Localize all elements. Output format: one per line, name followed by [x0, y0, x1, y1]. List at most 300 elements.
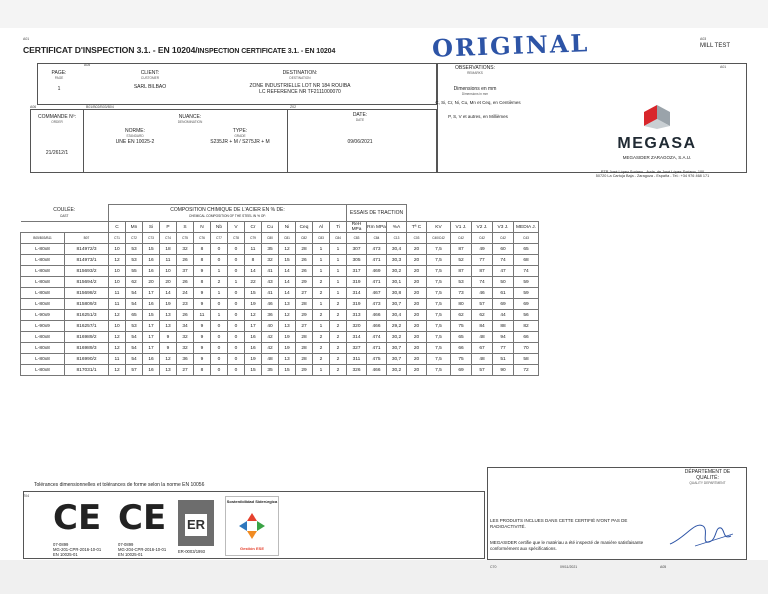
chemical-composition-header: COMPOSITION CHIMIQUE DE L'ACIER EN % DE: CHEMICAL COMPOSITION OF THE STEEL IN % OF: — [109, 205, 347, 222]
tensile-test-header: ESSAIS DE TRACTION — [347, 205, 407, 222]
column-code: C82 — [296, 233, 313, 244]
company-address: PTR José López Soriano - Avda. de José López Soriano, 100 50720 La Cartuja Baja - Zaragoza - España - Tel.: +34 976 468 171 — [595, 170, 710, 178]
value-cell: 56 — [514, 310, 539, 321]
value-cell: 8 — [194, 277, 211, 288]
value-cell: 307 — [347, 244, 367, 255]
certificate-sheet — [20, 28, 747, 569]
value-cell: 7,5 — [427, 321, 451, 332]
value-cell: 0 — [228, 354, 245, 365]
value-cell: 1 — [330, 288, 347, 299]
value-cell: 1 — [211, 288, 228, 299]
value-cell: 0 — [228, 365, 245, 376]
value-cell: 2 — [330, 343, 347, 354]
value-cell: 24 — [177, 288, 194, 299]
code-c70: C70 — [490, 565, 497, 569]
profile-cell: L-80x8 — [21, 266, 65, 277]
value-cell: 7,5 — [427, 277, 451, 288]
value-cell: 13 — [160, 310, 177, 321]
value-cell: 72 — [514, 365, 539, 376]
column-code: C79 — [245, 233, 262, 244]
value-cell: 65 — [514, 244, 539, 255]
value-cell: 48 — [472, 332, 493, 343]
value-cell: 54 — [126, 299, 143, 310]
date-value: 09/06/2021 — [347, 139, 373, 145]
value-cell: 17 — [143, 288, 160, 299]
column-header: V1 J. — [451, 222, 472, 233]
value-cell: 311 — [347, 354, 367, 365]
column-header: KV — [427, 222, 451, 233]
value-cell: 2 — [313, 288, 330, 299]
column-header: Tª C — [407, 222, 427, 233]
original-stamp: ORIGINAL — [431, 28, 590, 63]
value-cell: 466 — [367, 321, 387, 332]
value-cell: 1 — [313, 255, 330, 266]
value-cell: 23 — [177, 299, 194, 310]
value-cell: 34 — [177, 321, 194, 332]
column-header: Nb — [211, 222, 228, 233]
megasa-logo — [592, 104, 722, 160]
column-header: V2 J. — [472, 222, 493, 233]
value-cell: 27 — [296, 321, 313, 332]
column-header: Ceq — [296, 222, 313, 233]
value-cell: 29,2 — [387, 321, 407, 332]
value-cell: 16 — [143, 365, 160, 376]
value-cell: 13 — [160, 365, 177, 376]
value-cell: 82 — [514, 321, 539, 332]
er-mark-icon: ER — [185, 514, 207, 536]
value-cell: 14 — [245, 266, 262, 277]
value-cell: 327 — [347, 343, 367, 354]
value-cell: 467 — [367, 288, 387, 299]
value-cell: 27 — [177, 365, 194, 376]
value-cell: 9 — [194, 321, 211, 332]
value-cell: 1 — [211, 310, 228, 321]
value-cell: 77 — [472, 255, 493, 266]
value-cell: 2 — [313, 277, 330, 288]
value-cell: 2 — [211, 277, 228, 288]
value-cell: 26 — [177, 255, 194, 266]
column-code: C76 — [194, 233, 211, 244]
value-cell: 29 — [296, 310, 313, 321]
table-row — [21, 354, 539, 365]
value-cell: 28 — [296, 299, 313, 310]
value-cell: 49 — [472, 244, 493, 255]
tolerance-note: Tolérances dimensionnelles et tolérances de forme selon la norme EN 10056 — [34, 482, 205, 488]
value-cell: 18 — [160, 244, 177, 255]
brand-name: MEGASA — [617, 135, 697, 152]
value-cell: 0 — [228, 255, 245, 266]
value-cell: 57 — [472, 299, 493, 310]
column-code: B07 — [65, 233, 109, 244]
value-cell: 1 — [313, 266, 330, 277]
column-header: MEDIA J. — [514, 222, 539, 233]
value-cell: 8 — [194, 255, 211, 266]
table-row — [21, 299, 539, 310]
value-cell: 1 — [313, 244, 330, 255]
value-cell: 10 — [109, 266, 126, 277]
value-cell: 30,7 — [387, 343, 407, 354]
value-cell: 8 — [194, 365, 211, 376]
value-cell: 14 — [160, 288, 177, 299]
value-cell: 0 — [211, 321, 228, 332]
value-cell: 16 — [143, 255, 160, 266]
value-cell: 20 — [407, 266, 427, 277]
value-cell: 7,5 — [427, 266, 451, 277]
value-cell: 30,7 — [387, 299, 407, 310]
value-cell: 30,1 — [387, 277, 407, 288]
column-header: V3 J. — [493, 222, 514, 233]
value-cell: 8 — [194, 244, 211, 255]
value-cell: 0 — [211, 354, 228, 365]
value-cell: 80 — [451, 299, 472, 310]
megasa-emblem-icon — [642, 104, 672, 130]
value-cell: 0 — [211, 332, 228, 343]
value-cell: 20 — [160, 277, 177, 288]
value-cell: 36 — [262, 310, 279, 321]
value-cell: 9 — [194, 343, 211, 354]
value-cell: 15 — [143, 310, 160, 321]
value-cell: 317 — [347, 266, 367, 277]
value-cell: 44 — [493, 310, 514, 321]
value-cell: 10 — [109, 277, 126, 288]
value-cell: 12 — [160, 354, 177, 365]
table-row — [21, 288, 539, 299]
norme-label: NORME: STANDARD — [125, 128, 145, 138]
value-cell: 9 — [194, 299, 211, 310]
table-row — [21, 365, 539, 376]
value-cell: 2 — [313, 343, 330, 354]
value-cell: 12 — [279, 310, 296, 321]
value-cell: 1 — [313, 365, 330, 376]
value-cell: 10 — [109, 244, 126, 255]
value-cell: 1 — [330, 244, 347, 255]
cast-number-cell: 815809/3 — [65, 299, 109, 310]
value-cell: 26 — [296, 266, 313, 277]
value-cell: 15 — [143, 244, 160, 255]
observations-label: OBSERVATIONS: REMARKS — [454, 65, 495, 75]
column-header: S — [177, 222, 194, 233]
column-code: C80 — [262, 233, 279, 244]
column-header: Mn — [126, 222, 143, 233]
value-cell: 2 — [313, 310, 330, 321]
value-cell: 2 — [330, 332, 347, 343]
value-cell: 7,5 — [427, 299, 451, 310]
column-code: C83 — [347, 233, 367, 244]
value-cell: 20 — [407, 332, 427, 343]
value-cell: 20 — [407, 321, 427, 332]
column-codes-row — [21, 233, 539, 244]
value-cell: 94 — [493, 332, 514, 343]
value-cell: 30,8 — [387, 288, 407, 299]
column-code: C03 — [407, 233, 427, 244]
value-cell: 1 — [211, 266, 228, 277]
value-cell: 66 — [514, 332, 539, 343]
value-cell: 75 — [451, 354, 472, 365]
value-cell: 471 — [367, 277, 387, 288]
value-cell: 2 — [330, 365, 347, 376]
value-cell: 30,3 — [387, 255, 407, 266]
order-label: COMMANDE Nº: ORDER — [38, 114, 76, 124]
value-cell: 20 — [407, 365, 427, 376]
value-cell: 2 — [330, 354, 347, 365]
value-cell: 7,5 — [427, 354, 451, 365]
value-cell: 11 — [245, 244, 262, 255]
destination-line2: LC REFERENCE NR TF2111000070 — [259, 89, 341, 95]
value-cell: 2 — [330, 299, 347, 310]
code-a05: A05 — [84, 63, 91, 67]
value-cell: 326 — [347, 365, 367, 376]
value-cell: 20 — [407, 310, 427, 321]
value-cell: 20 — [407, 244, 427, 255]
value-cell: 29 — [296, 277, 313, 288]
column-header: P — [160, 222, 177, 233]
column-code: C81 — [279, 233, 296, 244]
page-label: PAGE: PAGE — [51, 70, 67, 80]
signature-icon — [665, 516, 737, 552]
value-cell: 65 — [451, 332, 472, 343]
value-cell: 59 — [514, 277, 539, 288]
certification-note: MEGASIDER certifie que le matériau a été inspecté de manière satisfaisante conformément aux spécifications. — [490, 540, 644, 551]
type-value: S235JR + M / S275JR + M — [210, 139, 270, 145]
value-cell: 57 — [472, 365, 493, 376]
value-cell: 11 — [194, 310, 211, 321]
column-header: Al — [313, 222, 330, 233]
value-cell: 2 — [330, 310, 347, 321]
value-cell: 32 — [262, 255, 279, 266]
value-cell: 320 — [347, 321, 367, 332]
value-cell: 84 — [472, 321, 493, 332]
value-cell: 305 — [347, 255, 367, 266]
value-cell: 319 — [347, 277, 367, 288]
profile-cell: L-80x8 — [21, 299, 65, 310]
value-cell: 16 — [143, 299, 160, 310]
value-cell: 466 — [367, 310, 387, 321]
table-row — [21, 266, 539, 277]
value-cell: 466 — [367, 365, 387, 376]
column-code: C84 — [367, 233, 387, 244]
value-cell: 62 — [472, 310, 493, 321]
table-row — [21, 310, 539, 321]
value-cell: 12 — [109, 332, 126, 343]
value-cell: 17 — [143, 343, 160, 354]
value-cell: 74 — [514, 266, 539, 277]
value-cell: 54 — [126, 343, 143, 354]
cast-number-cell: 814972/3 — [65, 244, 109, 255]
value-cell: 471 — [367, 255, 387, 266]
value-cell: 19 — [279, 343, 296, 354]
value-cell: 314 — [347, 288, 367, 299]
value-cell: 68 — [514, 255, 539, 266]
value-cell: 74 — [493, 255, 514, 266]
value-cell: 9 — [160, 343, 177, 354]
value-cell: 469 — [367, 266, 387, 277]
value-cell: 58 — [514, 354, 539, 365]
value-cell: 59 — [514, 288, 539, 299]
column-code: C73 — [143, 233, 160, 244]
column-header: ReH MPa — [347, 222, 367, 233]
radioactivity-note: LES PRODUITS INCLUES DANS CETTE CERTIFIÉ N'ONT PAS DE RADIOACTIVITÉ. — [490, 518, 628, 529]
value-cell: 53 — [126, 255, 143, 266]
value-cell: 20 — [407, 255, 427, 266]
value-cell: 55 — [126, 266, 143, 277]
value-cell: 36 — [177, 354, 194, 365]
column-code: C78 — [228, 233, 245, 244]
value-cell: 0 — [211, 365, 228, 376]
value-cell: 50 — [493, 277, 514, 288]
table-row — [21, 343, 539, 354]
profile-cell: L-80x8 — [21, 288, 65, 299]
column-code: C71 — [109, 233, 126, 244]
value-cell: 1 — [330, 277, 347, 288]
value-cell: 77 — [493, 343, 514, 354]
profile-cell: L-90x9 — [21, 310, 65, 321]
table-row — [21, 277, 539, 288]
value-cell: 69 — [451, 365, 472, 376]
value-cell: 0 — [211, 255, 228, 266]
value-cell: 0 — [228, 266, 245, 277]
scan-top-margin — [0, 0, 768, 28]
value-cell: 17 — [143, 321, 160, 332]
table-row — [21, 321, 539, 332]
table-row — [21, 255, 539, 266]
value-cell: 51 — [493, 354, 514, 365]
profile-cell: L-80x8 — [21, 255, 65, 266]
column-code: C83 — [313, 233, 330, 244]
value-cell: 15 — [245, 365, 262, 376]
value-cell: 30,7 — [387, 354, 407, 365]
value-cell: 12 — [109, 310, 126, 321]
code-a06: A06 — [30, 105, 37, 109]
value-cell: 0 — [211, 343, 228, 354]
value-cell: 16 — [245, 343, 262, 354]
column-header: Ni — [279, 222, 296, 233]
value-cell: 7,5 — [427, 343, 451, 354]
value-cell: 73 — [451, 288, 472, 299]
value-cell: 14 — [279, 266, 296, 277]
code-z02: Z02 — [290, 105, 297, 109]
column-code: C43 — [514, 233, 539, 244]
value-cell: 61 — [493, 288, 514, 299]
value-cell: 7,5 — [427, 332, 451, 343]
value-cell: 1 — [330, 266, 347, 277]
value-cell: 9 — [194, 266, 211, 277]
profile-cell: L-80x8 — [21, 277, 65, 288]
table-header-row — [21, 205, 539, 222]
table-row — [21, 244, 539, 255]
profile-cell: L-80x8 — [21, 244, 65, 255]
profile-cell: L-80x8 — [21, 365, 65, 376]
value-cell: 19 — [160, 299, 177, 310]
value-cell: 0 — [211, 244, 228, 255]
column-header: N — [194, 222, 211, 233]
order-value: 21/2612/1 — [45, 150, 69, 156]
value-cell: 28 — [296, 332, 313, 343]
code-b01: B01/B02/B03/B04 — [86, 105, 114, 109]
value-cell: 42 — [262, 343, 279, 354]
value-cell: 1 — [313, 321, 330, 332]
value-cell: 474 — [367, 332, 387, 343]
value-cell: 0 — [228, 288, 245, 299]
value-cell: 0 — [228, 310, 245, 321]
value-cell: 15 — [279, 365, 296, 376]
type-label: TYPE: GRADE — [232, 128, 248, 138]
value-cell: 32 — [177, 332, 194, 343]
client-label: CLIENT: CUSTOMER — [140, 70, 160, 80]
value-cell: 0 — [228, 332, 245, 343]
value-cell: 20 — [407, 354, 427, 365]
column-header: %A — [387, 222, 407, 233]
certificate-title: CERTIFICAT D'INSPECTION 3.1. - EN 10204/INSPECTION CERTIFICATE 3.1. - EN 10204 — [23, 45, 336, 55]
value-cell: 2 — [313, 332, 330, 343]
value-cell: 88 — [493, 321, 514, 332]
value-cell: 57 — [126, 365, 143, 376]
value-cell: 65 — [126, 310, 143, 321]
value-cell: 16 — [143, 266, 160, 277]
destination-line1: ZONE INDUSTRIELLE LOT NR 184 ROUIBA — [249, 83, 351, 89]
column-code: C13 — [387, 233, 407, 244]
value-cell: 28 — [296, 244, 313, 255]
code-a01-top: A01 — [23, 37, 30, 41]
column-code: C42 — [451, 233, 472, 244]
value-cell: 319 — [347, 299, 367, 310]
value-cell: 11 — [109, 288, 126, 299]
column-code: C74 — [160, 233, 177, 244]
impact-test-header — [407, 205, 539, 222]
column-code: C75 — [177, 233, 194, 244]
value-cell: 1 — [313, 299, 330, 310]
value-cell: 28 — [296, 343, 313, 354]
ce-mark-1-icon: CE — [53, 498, 102, 538]
ce-mark-2-caption: 07-0899 MG-204-CPR-2016-10-01 EN 10025-01 — [118, 542, 167, 557]
value-cell: 27 — [296, 288, 313, 299]
value-cell: 30,2 — [387, 332, 407, 343]
value-cell: 19 — [245, 354, 262, 365]
ce-mark-1-caption: 07-0899 MG-201-CPR-2016-10-01 EN 10025-01 — [53, 542, 102, 557]
brand-subtitle: MEGASIDER ZARAGOZA, S.A.U. — [622, 155, 692, 160]
value-cell: 473 — [367, 244, 387, 255]
profile-cell: L-80x8 — [21, 354, 65, 365]
value-cell: 19 — [245, 299, 262, 310]
cast-number-cell: 816251/3 — [65, 310, 109, 321]
value-cell: 8 — [245, 255, 262, 266]
value-cell: 0 — [211, 299, 228, 310]
value-cell: 48 — [472, 354, 493, 365]
dimensions-note: Dimensions en mm Dimensions in mm — [453, 86, 497, 96]
value-cell: 7,5 — [427, 365, 451, 376]
cast-number-cell: 815694/2 — [65, 277, 109, 288]
value-cell: 35 — [262, 244, 279, 255]
value-cell: 17 — [143, 332, 160, 343]
value-cell: 314 — [347, 332, 367, 343]
value-cell: 12 — [109, 343, 126, 354]
value-cell: 13 — [279, 299, 296, 310]
value-cell: 29 — [296, 365, 313, 376]
value-cell: 2 — [330, 321, 347, 332]
value-cell: 10 — [109, 321, 126, 332]
cast-number-cell: 816257/1 — [65, 321, 109, 332]
value-cell: 9 — [194, 288, 211, 299]
value-cell: 13 — [279, 321, 296, 332]
er-code: ER-0003/1993 — [178, 549, 206, 554]
value-cell: 53 — [126, 321, 143, 332]
value-cell: 53 — [451, 277, 472, 288]
value-cell: 473 — [367, 299, 387, 310]
value-cell: 9 — [194, 354, 211, 365]
value-cell: 475 — [367, 354, 387, 365]
profile-cell: L-80x8 — [21, 332, 65, 343]
value-cell: 46 — [262, 299, 279, 310]
ce-mark-2-icon: CE — [118, 498, 167, 538]
